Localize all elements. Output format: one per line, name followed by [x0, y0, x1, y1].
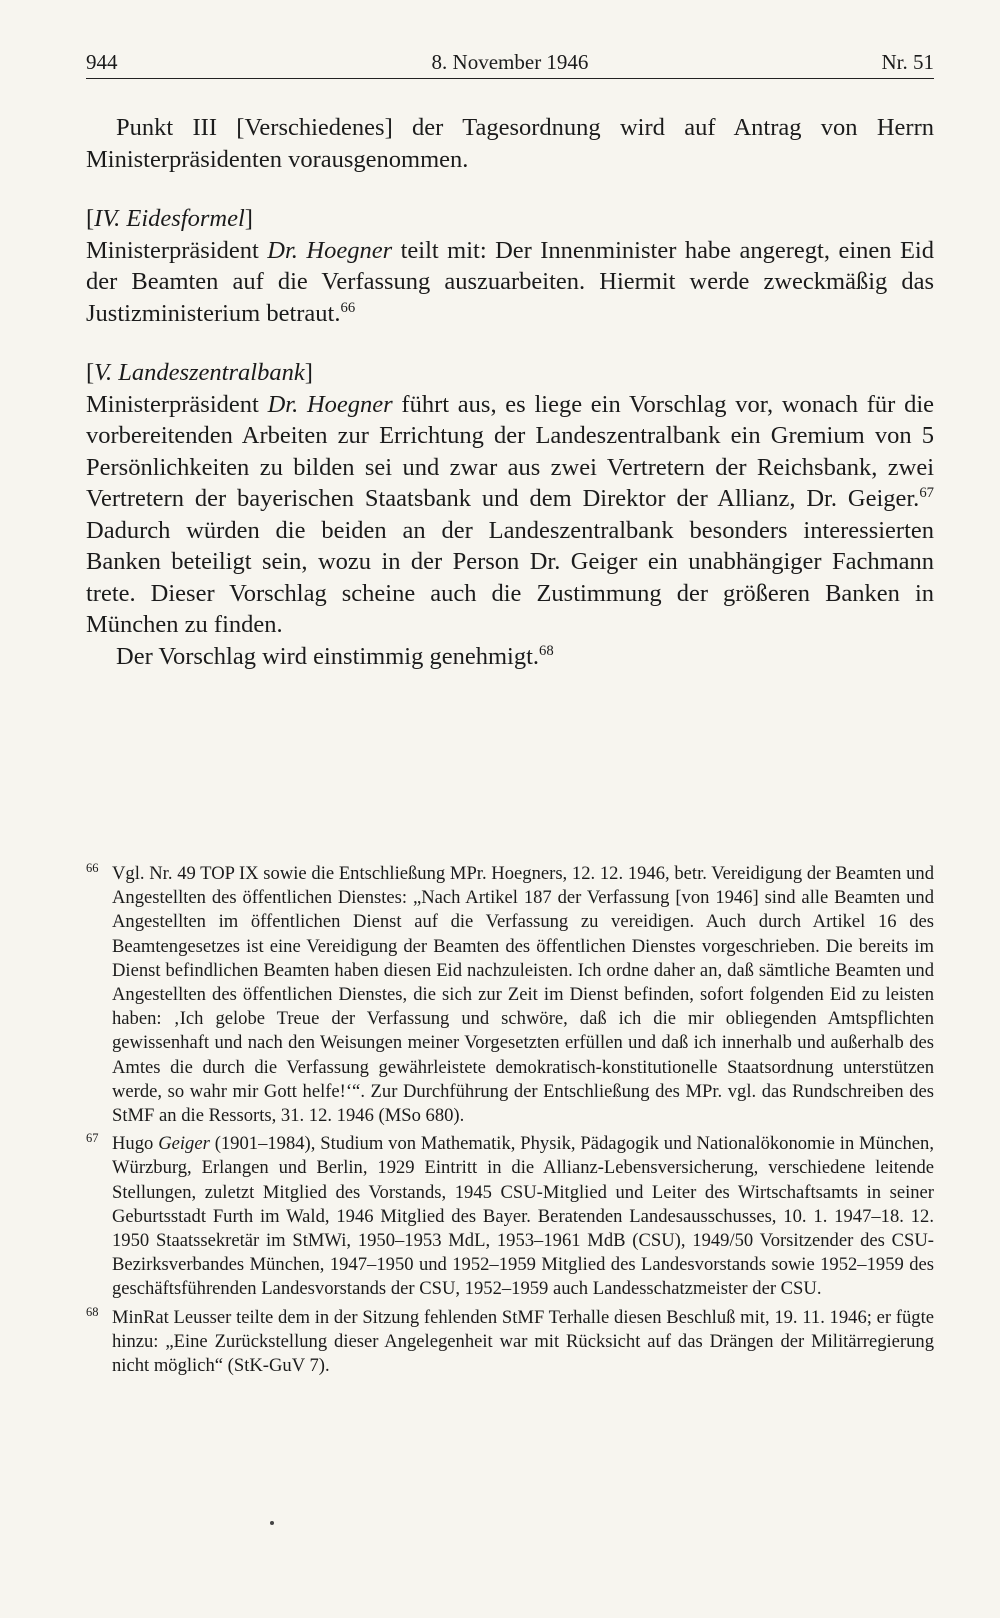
bracket-close: ]	[304, 359, 313, 386]
footnote-text: Vgl. Nr. 49 TOP IX sowie die Entschließung MPr. Hoegners, 12. 12. 1946, betr. Vereidigung der Beamten und Angestellten des öffentlichen Dienstes: „Nach Artikel 187 der Verfassung [von 1946] sind alle Beamten und Angestellten im öffentlichen Dienst auf die Verfassung zu vereidigen. Auch durch Artikel 16 des Beamtengesetzes ist eine Vereidigung der Beamten des öffentlichen Dienstes vorgeschrieben. Die bereits im Dienst befindlichen Beamten haben diesen Eid nachzuleisten. Ich ordne daher an, daß sämtliche Beamten und Angestellten des öffentlichen Dienstes, die sich zur Zeit im Dienst befinden, sofort folgenden Eid zu leisten haben: ‚Ich gelobe Treue der Verfassung und schwöre, daß ich die mir obliegenden Amtspflichten gewissenhaft und nach den Weisungen meiner Vorgesetzten erfüllen und daß ich innerhalb und außerhalb des Amtes die durch die Verfassung gewährleistete demokratisch-konstitutionelle Staatsordnung unterstützen werde, so wahr mir Gott helfe!‘“. Zur Durchführung der Entschließung des MPr. vgl. das Rundschreiben des StMF an die Ressorts, 31. 12. 1946 (MSo 680).	[112, 863, 934, 1127]
header-date: 8. November 1946	[431, 50, 589, 74]
section-heading-eidesformel	[86, 203, 934, 235]
section-title: IV. Eidesformel	[94, 205, 245, 232]
footnote-number: 68	[86, 1304, 99, 1319]
bracket-open: [	[86, 359, 95, 386]
footnote-ref: 68	[539, 642, 554, 659]
text-span: Dadurch würden die beiden an der Landeszentralbank besonders interessierten Banken beteiligt sein, wozu in der Person Dr. Geiger ein unabhängiger Fachmann trete. Dieser Vorschlag scheine auch die Zustimmung der größeren Banken in München zu finden.	[86, 516, 934, 638]
decision-text: Der Vorschlag wird einstimmig genehmigt.	[116, 642, 540, 670]
footnote-ref: 67	[919, 484, 934, 501]
section-title: V. Landeszentralbank	[94, 359, 305, 386]
footnote-67	[86, 1132, 934, 1301]
text-span: teilt mit: Der Innenminister habe angeregt, einen Eid der Beamten auf die Verfassung auszuarbeiten. Hiermit werde zweckmäßig das Justizministerium betraut.	[86, 236, 934, 327]
decision-paragraph	[86, 641, 934, 673]
person-name: Dr. Hoegner	[267, 236, 393, 264]
footnote-text: MinRat Leusser teilte dem in der Sitzung fehlenden StMF Terhalle diesen Beschluß mit, 19. 11. 1946; er fügte hinzu: „Eine Zurückstellung dieser Angelegenheit war mit Rücksicht auf das Drängen der Militärregierung nicht möglich“ (StK-GuV 7).	[112, 1306, 934, 1377]
footnote-name-pre: Hugo	[112, 1133, 159, 1155]
footnote-person-name: Geiger	[158, 1133, 210, 1155]
main-text	[86, 112, 934, 672]
print-speck	[270, 1521, 274, 1525]
section-heading-landeszentralbank	[86, 357, 934, 389]
bracket-open: [	[86, 205, 95, 232]
intro-paragraph: Punkt III [Verschiedenes] der Tagesordnung wird auf Antrag von Herrn Ministerpräsidenten vorausgenommen.	[86, 114, 934, 173]
footnote-number: 66	[86, 861, 99, 875]
footnote-66	[86, 862, 934, 1128]
paragraph-landeszentralbank	[86, 389, 934, 641]
paragraph-eidesformel	[86, 235, 934, 330]
text-span: Ministerpräsident	[86, 236, 268, 264]
text-span: führt aus, es liege ein Vorschlag vor, wonach für die vorbereitenden Arbeiten zur Errichtung der Landeszentralbank ein Gremium von 5 Persönlichkeiten zu bilden sei und zwar aus zwei Vertretern der Reichsbank, zwei Vertretern der bayerischen Staatsbank und dem Direktor der Allianz, Dr. Geiger.	[86, 390, 935, 512]
footnote-number: 67	[86, 1131, 99, 1146]
footnote-68	[86, 1306, 934, 1379]
text-span: Ministerpräsident	[86, 390, 268, 418]
page-number: 944	[86, 50, 118, 74]
bracket-close: ]	[244, 205, 253, 232]
running-header	[86, 46, 934, 79]
footnote-ref: 66	[340, 299, 356, 316]
issue-number: Nr. 51	[881, 50, 934, 74]
footnote-text: (1901–1984), Studium von Mathematik, Physik, Pädagogik und Nationalökonomie in München, Würzburg, Erlangen und Berlin, 1929 Eintritt in die Allianz-Lebensversicherung, verschiedene leitende Stellungen, zuletzt Mitglied des Vorstands, 1945 CSU-Mitglied und Leiter des Wirtschaftsamts in seiner Geburtsstadt Furth im Wald, 1946 Mitglied des Bayer. Beratenden Landesausschusses, 10. 1. 1947–18. 12. 1950 Staatssekretär im StMWi, 1950–1953 MdL, 1953–1961 MdB (CSU), 1949/50 Vorsitzender des CSU-Bezirksverbandes München, 1947–1950 und 1952–1959 Mitglied des Landesvorstands sowie 1952–1959 des geschäftsführenden Landesvorstands der CSU, 1952–1959 auch Landesschatzmeister der CSU.	[112, 1133, 934, 1300]
footnotes	[86, 862, 934, 1382]
person-name: Dr. Hoegner	[267, 390, 393, 418]
